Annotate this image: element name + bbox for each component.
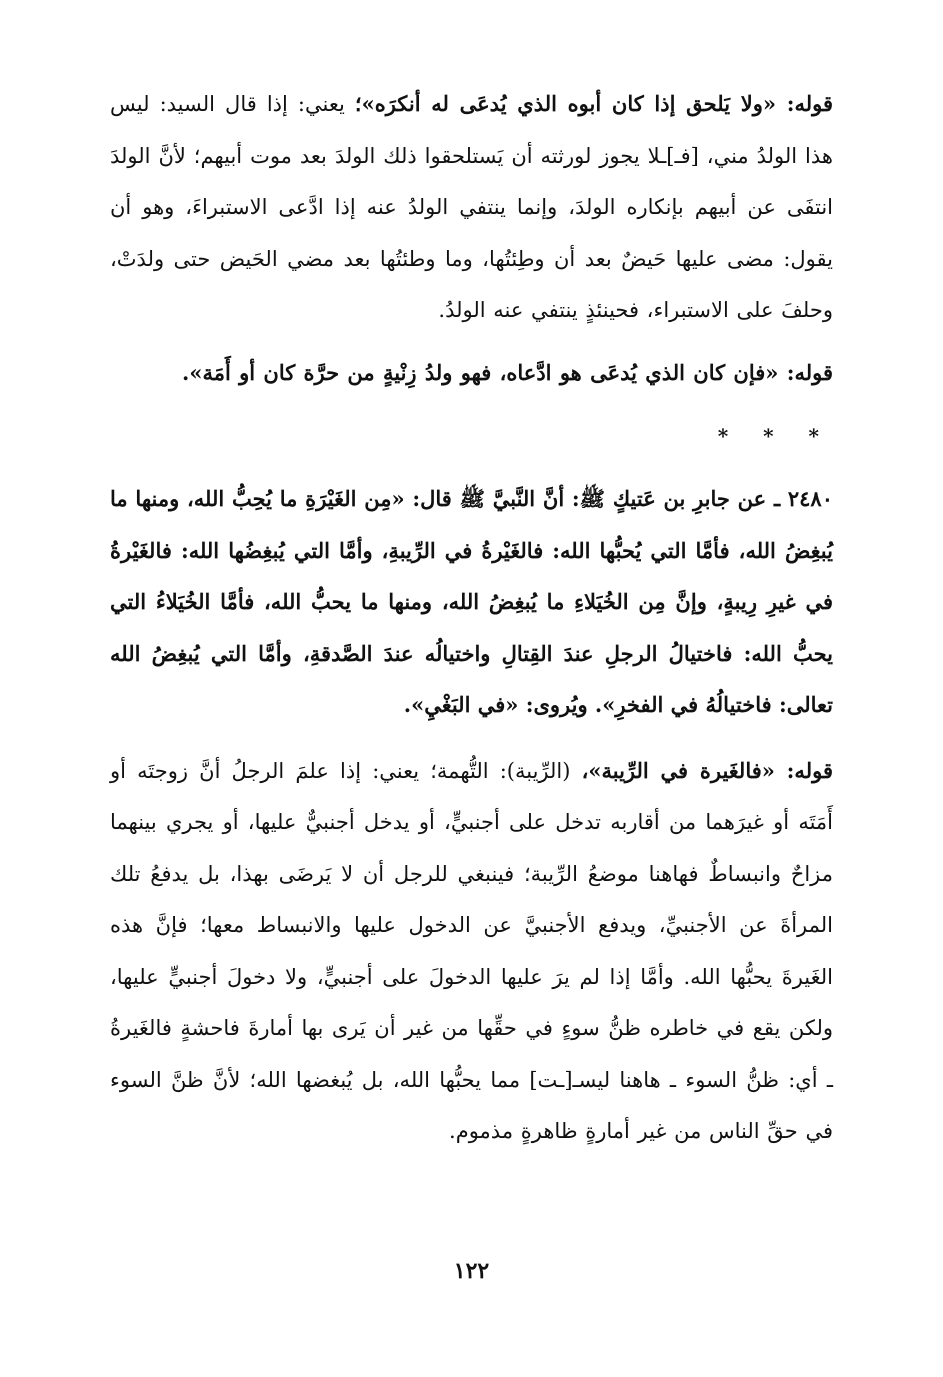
commentary-lead-2: قوله: «فإن كان الذي يُدعَى هو ادَّعاه، فهو ولدُ زِنْيةٍ من حرَّة كان أو أَمَة». [182, 359, 833, 385]
commentary-text-3: (الرِّيبة): التُّهمة؛ يعني: إذا علمَ الرجلُ أنَّ زوجتَه أو أَمَتَه أو غيرَهما من أقاربه تدخل على أجنبيٍّ، أو يدخل أجنبيٌّ عليها، أو يجري بينهما مزاحٌ وانبساطٌ فهاهنا موضعُ الرِّيبة؛ فينبغي للرجل أن لا يَرضَى بهذا، بل يدفعُ تلك المرأةَ عن الأجنبيِّ، ويدفع الأجنبيَّ عن الدخول عليها والانبساط معها؛ فإنَّ هذه الغَيرةَ يحبُّها الله. وأمَّا إذا لم يرَ عليها الدخولَ على أجنبيٍّ، ولا دخولَ أجنبيٍّ عليها، ولكن يقع في خاطره ظنُّ سوءٍ في حقِّها من غير أن يَرى بها أمارةَ فاحشةٍ فالغَيرةُ ـ أي: ظنُّ السوء ـ هاهنا ليسـ[ـت] مما يحبُّها الله، بل يُبغضها الله؛ لأنَّ ظنَّ السوء في حقِّ الناس من غير أمارةٍ ظاهرةٍ مذموم. [110, 758, 833, 1143]
page-number: ١٢٢ [453, 1258, 490, 1284]
page-body [110, 78, 833, 1158]
hadith-text: ٢٤٨٠ ـ عن جابرِ بن عَتيكٍ ﷺ: أنَّ النَّبيَّ ﷺ قال: «مِن الغَيْرَةِ ما يُحِبُّ الله، ومنها ما يُبغِضُ الله، فأمَّا التي يُحبُّها الله: فالغَيْرةُ في الرِّيبةِ، وأمَّا التي يُبغِضُها الله: فالغَيْرةُ في غيرِ رِيبةٍ، وإنَّ مِن الخُيَلاءِ ما يُبغِضُ الله، ومنها ما يحبُّ الله، فأمَّا الخُيَلاءُ التي يحبُّ الله: فاختيالُ الرجلِ عندَ القِتالِ واختيالُه عندَ الصَّدقةِ، وأمَّا التي يُبغِضُ الله تعالى: فاختيالُهُ في الفخرِ». ويُروى: «في البَغْيِ». [110, 486, 833, 717]
commentary-paragraph-3 [110, 745, 833, 1158]
commentary-paragraph-1 [110, 78, 833, 337]
commentary-lead-3: قوله: «فالغَيرة في الرِّيبة»، [581, 757, 833, 783]
commentary-text-1: يعني: إذا قال السيد: ليس هذا الولدُ مني، [فـ]ـلا يجوز لورثته أن يَستلحقوا ذلك الولدَ بعد موت أبيهم؛ لأنَّ الولدَ انتفَى عن أبيهم بإنكاره الولدَ، وإنما ينتفي الولدُ عنه إذا ادَّعى الاستبراءَ، وهو أن يقول: مضى عليها حَيضٌ بعد أن وطِئتُها، وما وطئتُها بعد مضي الحَيض حتى ولدَتْ، وحلفَ على الاستبراء، فحينئذٍ ينتفي عنه الولدُ. [110, 92, 833, 322]
commentary-lead-1: قوله: «ولا يَلحق إذا كان أبوه الذي يُدعَى له أنكرَه»؛ [354, 91, 833, 116]
commentary-paragraph-2 [110, 347, 833, 400]
section-separator: * * * [717, 424, 833, 448]
